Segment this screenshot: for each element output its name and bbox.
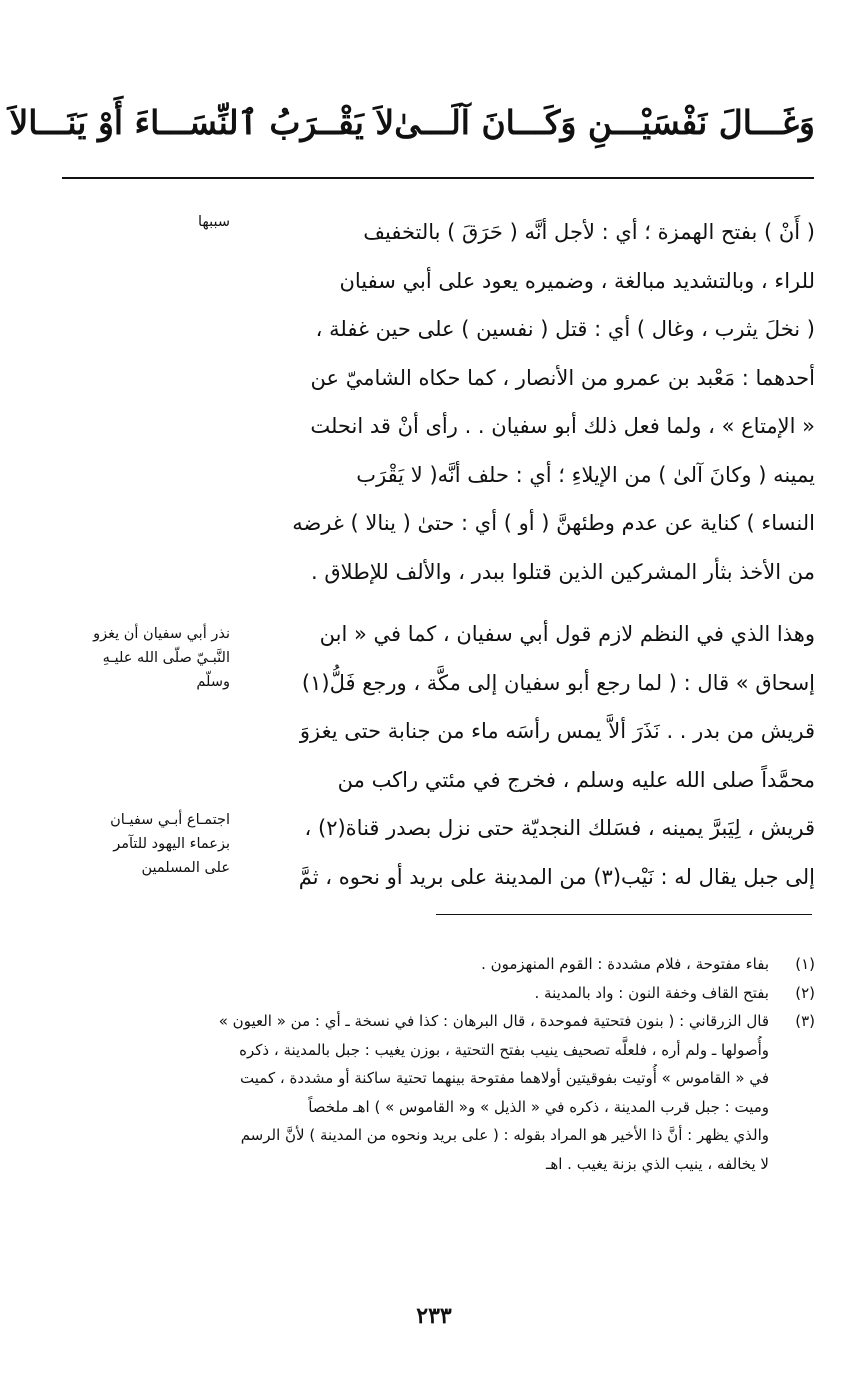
verse-first-hemistich: وَغَـــالَ نَفْسَيْـــنِ وَكَـــانَ آلَـــىٰ	[394, 102, 815, 142]
text-line: ( نخلَ يثرب ، وغال ) أي : قتل ( نفسين ) على حين غفلة ،	[315, 317, 815, 341]
text-line: يمينه ( وكانَ آلىٰ ) من الإيلاءِ ؛ أي : حلف أنَّه( لا يَقْرَب	[356, 462, 815, 487]
commentary-paragraph-1	[242, 208, 815, 596]
footnote-line: بفتح القاف وخفة النون : واد بالمدينة .	[534, 983, 769, 1002]
text-line: « الإمتاع » ، ولما فعل ذلك أبو سفيان . . رأى أنْ قد انحلت	[310, 414, 815, 438]
footnote-body	[60, 979, 769, 1008]
text-line: أحدهما : مَعْبد بن عمرو من الأنصار ، كما حكاه الشاميّ عن	[310, 365, 815, 390]
paragraph-gap	[242, 596, 815, 610]
footnote-line: في « القاموس » أُوتيت بفوقيتين أولاهما مفتوحة بينهما تحتية ساكنة أو مشددة ، كميت	[240, 1069, 769, 1087]
footnote-line: وأُصولها ـ ولم أره ، فلعلَّه تصحيف ينيب بفتح التحتية ، بوزن يغيب : جبل بالمدينة ، ذكره	[239, 1040, 769, 1059]
footnote-body	[60, 1007, 769, 1178]
commentary-paragraph-2	[242, 610, 815, 901]
text-line: ( أَنْ ) بفتح الهمزة ؛ أي : لأجل أنَّه ( حَرَقَ ) بالتخفيف	[363, 220, 815, 244]
footnote-number: (٢)	[795, 983, 815, 1002]
margin-note-meeting	[55, 808, 230, 880]
footnote-line: لا يخالفه ، ينيب الذي بزنة يغيب . اهـ	[545, 1154, 769, 1173]
text-line: وهذا الذي في النظم لازم قول أبي سفيان ، كما في « ابن	[319, 622, 815, 646]
footnote-3	[60, 1007, 815, 1178]
margin-note-vow	[55, 622, 230, 694]
margin-note-line: سببها	[197, 214, 230, 230]
commentary-text	[242, 208, 815, 901]
margin-note-line: وسلّم	[196, 674, 230, 690]
margin-note-line: على المسلمين	[141, 860, 230, 876]
footnote-2	[60, 979, 815, 1008]
text-line: إسحاق » قال : ( لما رجع أبو سفيان إلى مكَّة ، ورجع فَلُّ(١)	[301, 670, 815, 695]
verse-line	[9, 92, 815, 152]
footnote-line: بفاء مفتوحة ، فلام مشددة : القوم المنهزمون .	[481, 955, 769, 973]
footnote-number: (٣)	[795, 1012, 815, 1030]
text-line: إلى جبل يقال له : نَيْب(٣) من المدينة على بريد أو نحوه ، ثمَّ	[298, 864, 815, 889]
footnote-line: والذي يظهر : أنَّ ذا الأخير هو المراد بقوله : ( على بريد ونحوه من المدينة ) لأنَّ الرسم	[240, 1126, 769, 1144]
footnotes	[60, 950, 815, 1178]
margin-note-reason	[55, 210, 230, 234]
page-number: ٢٣٣	[416, 1303, 452, 1329]
footnote-divider	[436, 914, 812, 915]
text-line: النساء ) كناية عن عدم وطئهنَّ ( أو ) أي : حتىٰ ( ينالا ) غرضه	[292, 511, 815, 535]
verse-divider	[62, 177, 814, 179]
text-line: للراء ، وبالتشديد مبالغة ، وضميره يعود على أبي سفيان	[339, 268, 815, 293]
text-line: قريش ، لِيَبرَّ يمينه ، فسَلك النجديّة حتى نزل بصدر قناة(٢) ،	[304, 816, 815, 840]
margin-note-line: اجتمـاع أبـي سفيـان	[110, 812, 230, 828]
footnote-line: وميت : جبل قرب المدينة ، ذكره في « الذيل » و« القاموس » ) اهـ ملخصاً	[308, 1097, 769, 1116]
text-line: قريش من بدر . . نَذَرَ ألاَّ يمس رأسَه ماء من جنابة حتى يغزوَ	[299, 719, 815, 743]
footnote-body	[60, 950, 769, 979]
verse-second-hemistich: لاَ يَقْــرَبُ ٱلنِّسَـــاءَ أَوْ يَنَـــالاَ	[9, 102, 395, 142]
footnote-1	[60, 950, 815, 979]
margin-note-line: نذر أبي سفيان أن يغزو	[93, 626, 230, 642]
margin-note-line: بزعماء اليهود للتآمر	[113, 836, 230, 852]
text-line: من الأخذ بثأر المشركين الذين قتلوا ببدر ، والألف للإطلاق .	[311, 559, 815, 584]
footnote-line: قال الزرقاني : ( بنون فتحتية فموحدة ، قال البرهان : كذا في نسخة ـ أي : من « العيون »	[218, 1012, 769, 1030]
margin-note-line: النَّبـيّ صلّى الله عليـهِ	[102, 650, 230, 666]
footnote-number: (١)	[795, 955, 815, 973]
text-line: محمَّداً صلى الله عليه وسلم ، فخرج في مئتي راكب من	[337, 767, 815, 792]
